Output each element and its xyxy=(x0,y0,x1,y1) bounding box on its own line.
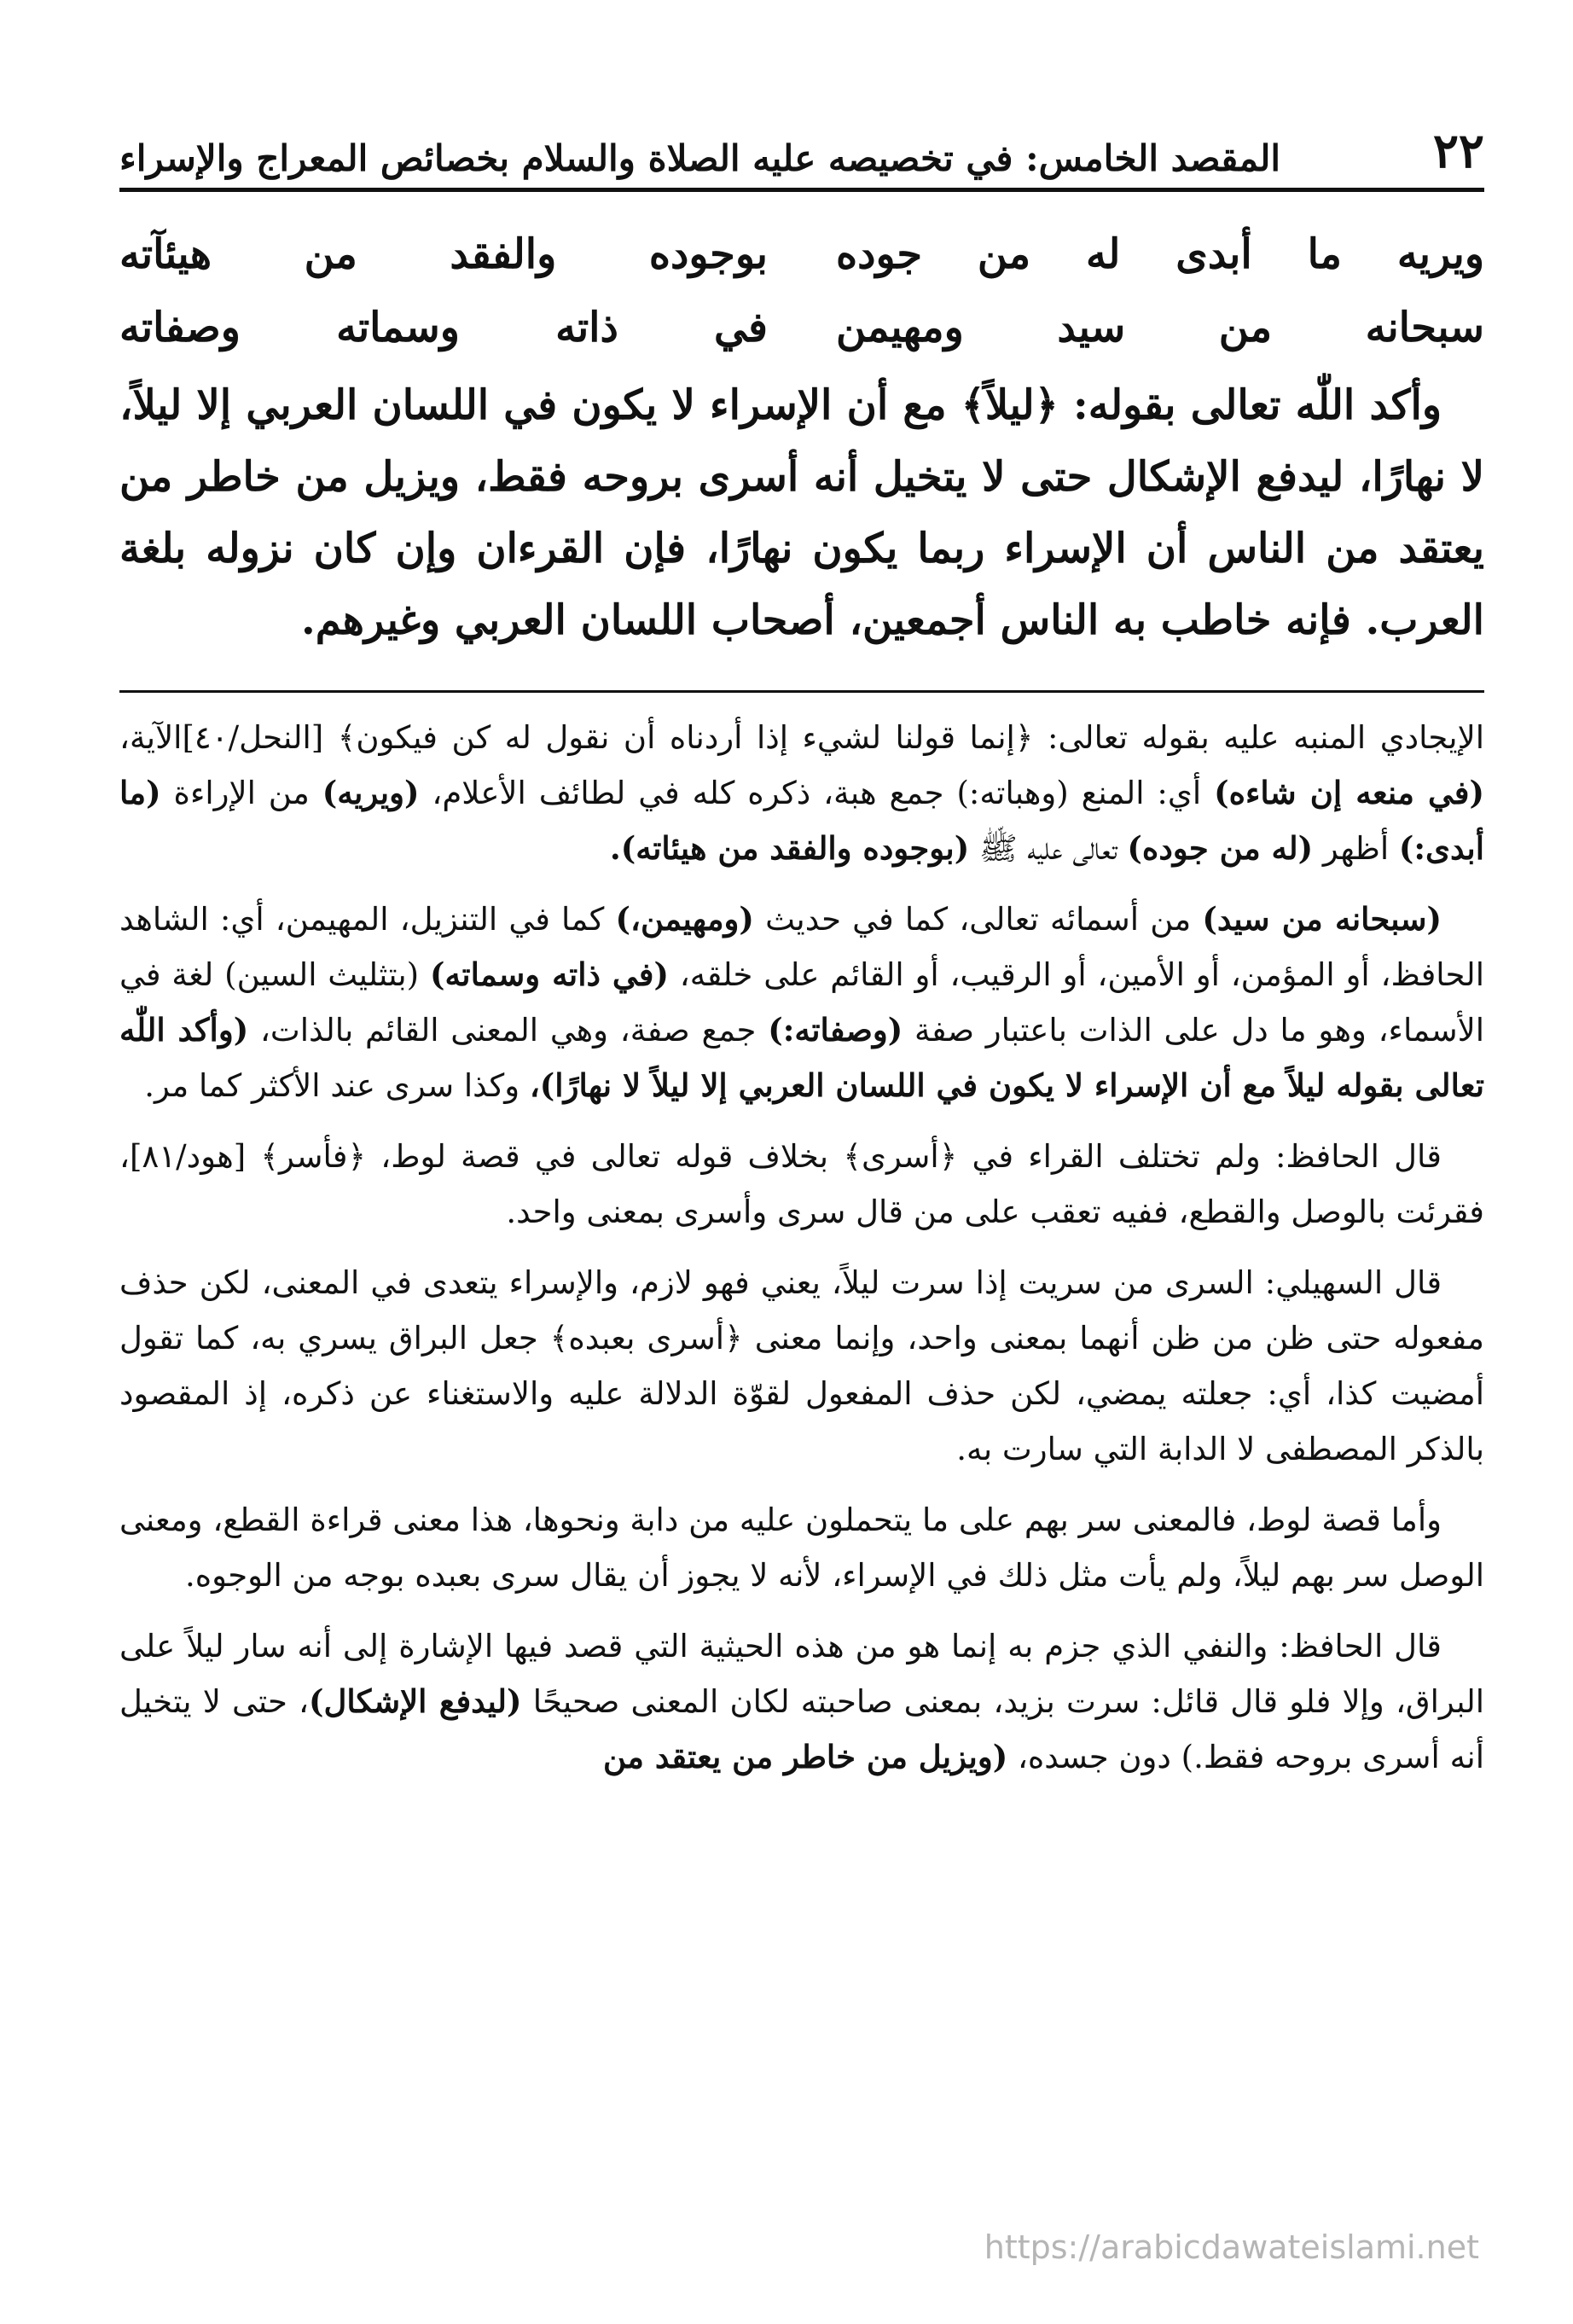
commentary xyxy=(119,710,1484,1785)
commentary-paragraph xyxy=(119,1129,1484,1240)
commentary-paragraph xyxy=(119,1618,1484,1785)
page-number: ٢٢ xyxy=(1432,123,1484,179)
commentary-text: تعالى عليه ﷺ xyxy=(969,830,1128,867)
poem xyxy=(119,218,1484,364)
book-page xyxy=(119,102,1484,1800)
commentary-text: من الإراءة xyxy=(160,775,322,811)
running-title: المقصد الخامس: في تخصيصه عليه الصلاة والسلام بخصائص المعراج والإسراء xyxy=(119,137,1281,179)
commentary-text: من أسمائه تعالى، كما في حديث xyxy=(753,901,1203,938)
poem-verse xyxy=(119,218,1484,291)
commentary-quoted-text: (له من جوده) xyxy=(1127,829,1314,867)
commentary-text: قال السهيلي: السرى من سريت إذا سرت ليلاً، يعني فهو لازم، والإسراء يتعدى في المعنى، لكن حذف مفعوله حتى ظن من ظن أنهما بمعنى واحد، وإنما معنى ﴿أسرى بعبده﴾ جعل البراق يسري به، كما تقول أمضيت كذا، أي: جعلته يمضي، لكن حذف المفعول لقوّة الدلالة عليه والاستغناء عن ذكره، إذ المقصود بالذكر المصطفى لا الدابة التي سارت به. xyxy=(119,1264,1484,1467)
commentary-quoted-text: (بوجوده والفقد من هيئاته). xyxy=(609,829,970,867)
header-rule xyxy=(119,188,1484,192)
commentary-text: قال الحافظ: والنفي الذي جزم به إنما هو من هذه الحيثية التي قصد فيها الإشارة إلى أنه سار ليلاً على البراق، وإلا فلو قال قائل: سرت بزيد، بمعنى صاحبته لكان المعنى صحيحًا xyxy=(119,1628,1485,1720)
watermark-url: https://arabicdawateislami.net xyxy=(984,2228,1479,2266)
page-header xyxy=(119,102,1484,179)
footnote-separator xyxy=(119,690,1484,693)
commentary-quoted-text: (في منعه إن شاءه) xyxy=(1214,774,1484,811)
commentary-paragraph xyxy=(119,1255,1484,1477)
commentary-text: أظهر xyxy=(1313,830,1399,867)
poem-verse xyxy=(119,291,1484,364)
commentary-text: (بتثليث السين) لغة في الأسماء، وهو ما دل على الذات باعتبار صفة xyxy=(119,956,1485,1049)
commentary-text: أي: المنع (وهباته:) جمع هبة، ذكره كله في لطائف الأعلام، xyxy=(419,775,1215,811)
commentary-quoted-text: (وأكد اللّٰه تعالى بقوله ليلاً مع أن الإسراء لا يكون في اللسان العربي إلا ليلاً لا نهارًا)، xyxy=(119,1011,1484,1104)
commentary-quoted-text: (وصفاته:) xyxy=(768,1011,903,1049)
commentary-paragraph xyxy=(119,892,1484,1113)
commentary-text: وأما قصة لوط، فالمعنى سر بهم على ما يتحملون عليه من دابة ونحوها، هذا معنى قراءة القطع، ومعنى الوصل سر بهم ليلاً، ولم يأت مثل ذلك في الإسراء، لأنه لا يجوز أن يقال سرى بعبده بوجه من الوجوه. xyxy=(119,1502,1484,1594)
commentary-quoted-text: (ومهيمن،) xyxy=(615,900,754,938)
commentary-quoted-text: (ويزيل من خاطر من يعتقد من xyxy=(602,1738,1008,1775)
verse-first-hemistich: ويريه ما أبدى له من جوده xyxy=(836,230,1484,278)
main-text: وأكد اللّٰه تعالى بقوله: ﴿ليلاً﴾ مع أن الإسراء لا يكون في اللسان العربي إلا ليلاً، لا نهارًا، ليدفع الإشكال حتى لا يتخيل أنه أسرى بروحه فقط، ويزيل من خاطر من يعتقد من الناس أن الإسراء ربما يكون نهارًا، فإن القرءان وإن كان نزوله بلغة العرب. فإنه خاطب به الناس أجمعين، أصحاب اللسان العربي وغيرهم. xyxy=(119,381,1485,644)
verse-first-hemistich: سبحانه من سيد ومهيمن xyxy=(836,304,1484,352)
commentary-text: كما في التنزيل، المهيمن، أي: الشاهد الحافظ، أو المؤمن، أو الأمين، أو الرقيب، أو القائم على خلقه، xyxy=(119,901,1484,993)
commentary-paragraph xyxy=(119,710,1484,876)
commentary-text: الإيجادي المنبه عليه بقوله تعالى: ﴿إنما قولنا لشيء إذا أردناه أن نقول له كن فيكون﴾ [النحل/٤٠]الآية، xyxy=(119,719,1484,756)
commentary-quoted-text: (في ذاته وسماته) xyxy=(429,956,669,993)
commentary-text: وكذا سرى عند الأكثر كما مر. xyxy=(144,1067,530,1104)
verse-second-hemistich: في ذاته وسماته وصفاته xyxy=(119,304,768,352)
commentary-quoted-text: (ليدفع الإشكال) xyxy=(308,1682,522,1720)
commentary-quoted-text: (ويريه) xyxy=(322,774,420,811)
commentary-paragraph xyxy=(119,1492,1484,1603)
commentary-text: ، حتى لا يتخيل أنه أسرى بروحه فقط.) دون جسده، xyxy=(119,1683,1484,1775)
commentary-quoted-text: (ما أبدى:) xyxy=(119,774,1484,867)
commentary-text: قال الحافظ: ولم تختلف القراء في ﴿أسرى﴾ بخلاف قوله تعالى في قصة لوط، ﴿فأسر﴾ [هود/٨١]، فقرئت بالوصل والقطع، ففيه تعقب على من قال سرى وأسرى بمعنى واحد. xyxy=(119,1138,1484,1230)
verse-second-hemistich: بوجوده والفقد من هيئآته xyxy=(119,230,768,278)
commentary-quoted-text: (سبحانه من سيد) xyxy=(1202,900,1442,938)
commentary-text: جمع صفة، وهي المعنى القائم بالذات، xyxy=(248,1012,769,1049)
